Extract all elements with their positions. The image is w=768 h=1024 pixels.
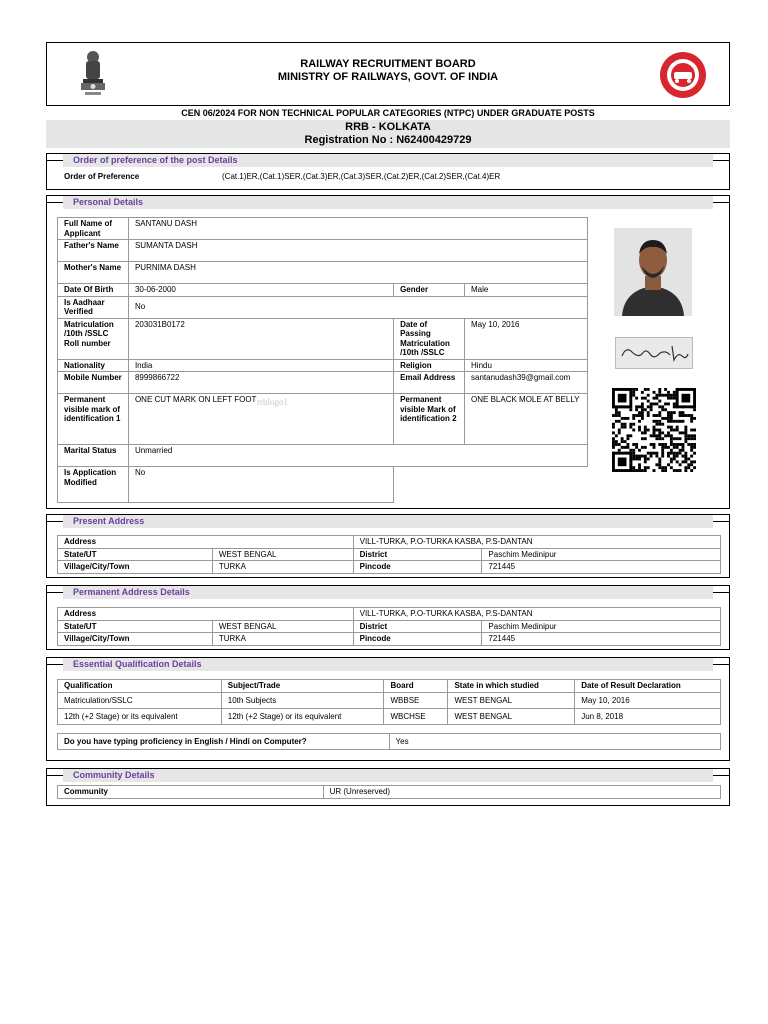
pincode-value: 721445 bbox=[482, 561, 721, 574]
watermark-text: rrblogo1 bbox=[256, 397, 288, 407]
table-row bbox=[58, 561, 721, 574]
column-header: Board bbox=[384, 680, 448, 693]
full-name-label: Full Name of Applicant bbox=[58, 218, 129, 240]
modified-value: No bbox=[128, 467, 393, 503]
pincode-label: Pincode bbox=[353, 561, 482, 574]
matric-date-label: Date of Passing Matriculation /10th /SSLC bbox=[394, 318, 465, 359]
nationality-label: Nationality bbox=[58, 359, 129, 372]
father-name-value: SUMANTA DASH bbox=[128, 240, 587, 262]
pincode-value: 721445 bbox=[482, 633, 721, 646]
indian-railways-logo-icon bbox=[659, 51, 707, 99]
village-label: Village/City/Town bbox=[58, 633, 213, 646]
matric-roll-value: 203031B0172 bbox=[128, 318, 393, 359]
table-cell: WEST BENGAL bbox=[448, 693, 575, 709]
mobile-label: Mobile Number bbox=[58, 372, 129, 394]
village-value: TURKA bbox=[212, 633, 353, 646]
table-row bbox=[58, 536, 721, 549]
table-cell: Matriculation/SSLC bbox=[58, 693, 222, 709]
community-value: UR (Unreserved) bbox=[323, 786, 720, 799]
state-label: State/UT bbox=[58, 548, 213, 561]
section-title: Essential Qualification Details bbox=[73, 659, 202, 669]
column-header: Date of Result Declaration bbox=[575, 680, 721, 693]
typing-value: Yes bbox=[389, 734, 720, 750]
table-cell: 12th (+2 Stage) or its equivalent bbox=[58, 709, 222, 725]
present-address-table bbox=[57, 535, 721, 574]
father-name-label: Father's Name bbox=[58, 240, 129, 262]
mark2-value: ONE BLACK MOLE AT BELLY bbox=[465, 394, 588, 445]
personal-table bbox=[57, 217, 588, 503]
table-row bbox=[58, 218, 588, 240]
email-label: Email Address bbox=[394, 372, 465, 394]
aadhaar-value: No bbox=[128, 296, 587, 318]
mark1-label: Permanent visible mark of identification 1 bbox=[58, 394, 129, 445]
section-title: Community Details bbox=[73, 770, 155, 780]
table-row bbox=[58, 394, 588, 445]
mother-name-label: Mother's Name bbox=[58, 262, 129, 284]
header-box bbox=[46, 42, 730, 106]
dob-value: 30-06-2000 bbox=[128, 284, 393, 297]
applicant-photo bbox=[614, 228, 692, 316]
marital-label: Marital Status bbox=[58, 445, 129, 467]
table-row bbox=[58, 467, 588, 503]
matric-roll-label: Matriculation /10th /SSLC Roll number bbox=[58, 318, 129, 359]
header-title bbox=[47, 58, 729, 84]
section-header bbox=[63, 196, 713, 209]
column-header: Subject/Trade bbox=[221, 680, 384, 693]
table-row bbox=[58, 296, 588, 318]
district-value: Paschim Medinipur bbox=[482, 548, 721, 561]
signature-image bbox=[615, 337, 693, 369]
preference-label: Order of Preference bbox=[64, 172, 140, 181]
address-value: VILL-TURKA, P.O-TURKA KASBA, P.S-DANTAN bbox=[353, 536, 720, 549]
marital-value: Unmarried bbox=[128, 445, 587, 467]
mark1-text: ONE CUT MARK ON LEFT FOOT bbox=[134, 395, 257, 404]
empty-cell bbox=[394, 467, 465, 503]
table-row bbox=[58, 284, 588, 297]
preference-value: (Cat.1)ER,(Cat.1)SER,(Cat.3)ER,(Cat.3)SER,(Cat.2)ER,(Cat.2)SER,(Cat.4)ER bbox=[222, 172, 501, 181]
gender-value: Male bbox=[465, 284, 588, 297]
preference-section bbox=[46, 153, 730, 190]
column-header: State in which studied bbox=[448, 680, 575, 693]
qualification-section bbox=[46, 657, 730, 761]
section-title: Personal Details bbox=[73, 197, 144, 207]
state-label: State/UT bbox=[58, 620, 213, 633]
signature-icon bbox=[616, 338, 692, 368]
section-header bbox=[63, 586, 713, 599]
ministry-name: MINISTRY OF RAILWAYS, GOVT. OF INDIA bbox=[277, 71, 499, 83]
board-name: RAILWAY RECRUITMENT BOARD bbox=[300, 58, 476, 70]
full-name-value: SANTANU DASH bbox=[128, 218, 587, 240]
section-title: Present Address bbox=[73, 516, 145, 526]
typing-label: Do you have typing proficiency in English / Hindi on Computer? bbox=[58, 734, 390, 750]
section-header bbox=[63, 658, 713, 671]
village-label: Village/City/Town bbox=[58, 561, 213, 574]
section-title: Order of preference of the post Details bbox=[73, 155, 238, 165]
dob-label: Date Of Birth bbox=[58, 284, 129, 297]
typing-table bbox=[57, 733, 721, 750]
state-value: WEST BENGAL bbox=[212, 620, 353, 633]
table-cell: WBCHSE bbox=[384, 709, 448, 725]
district-value: Paschim Medinipur bbox=[482, 620, 721, 633]
table-row bbox=[58, 620, 721, 633]
rrb-name: RRB - KOLKATA bbox=[345, 121, 431, 133]
table-cell: WEST BENGAL bbox=[448, 709, 575, 725]
gender-label: Gender bbox=[394, 284, 465, 297]
religion-label: Religion bbox=[394, 359, 465, 372]
table-row bbox=[58, 734, 721, 750]
mother-name-value: PURNIMA DASH bbox=[128, 262, 587, 284]
mark1-value bbox=[128, 394, 393, 445]
present-address-section bbox=[46, 514, 730, 578]
district-label: District bbox=[353, 620, 482, 633]
empty-cell bbox=[465, 467, 588, 503]
modified-label: Is Application Modified bbox=[58, 467, 129, 503]
religion-value: Hindu bbox=[465, 359, 588, 372]
community-table bbox=[57, 785, 721, 799]
person-icon bbox=[614, 228, 692, 316]
pincode-label: Pincode bbox=[353, 633, 482, 646]
table-cell: 12th (+2 Stage) or its equivalent bbox=[221, 709, 384, 725]
state-value: WEST BENGAL bbox=[212, 548, 353, 561]
table-row bbox=[58, 372, 588, 394]
community-section bbox=[46, 768, 730, 806]
registration-number: Registration No : N62400429729 bbox=[304, 134, 472, 146]
table-cell: May 10, 2016 bbox=[575, 693, 721, 709]
qr-code-icon bbox=[610, 388, 698, 472]
address-value: VILL-TURKA, P.O-TURKA KASBA, P.S-DANTAN bbox=[353, 608, 720, 621]
table-row bbox=[58, 262, 588, 284]
rrb-band bbox=[46, 120, 730, 148]
cen-line: CEN 06/2024 FOR NON TECHNICAL POPULAR CATEGORIES (NTPC) UNDER GRADUATE POSTS bbox=[181, 108, 595, 118]
table-row bbox=[58, 445, 588, 467]
table-cell: Jun 8, 2018 bbox=[575, 709, 721, 725]
section-title: Permanent Address Details bbox=[73, 587, 190, 597]
table-row bbox=[58, 709, 721, 725]
table-cell: 10th Subjects bbox=[221, 693, 384, 709]
table-row bbox=[58, 240, 588, 262]
section-header bbox=[63, 154, 713, 167]
column-header: Qualification bbox=[58, 680, 222, 693]
mark2-label: Permanent visible Mark of identification 2 bbox=[394, 394, 465, 445]
section-header bbox=[63, 515, 713, 528]
qualification-table bbox=[57, 679, 721, 725]
table-row bbox=[58, 786, 721, 799]
personal-section bbox=[46, 195, 730, 509]
mobile-value: 8999866722 bbox=[128, 372, 393, 394]
table-row bbox=[58, 359, 588, 372]
table-row bbox=[58, 608, 721, 621]
permanent-address-table bbox=[57, 607, 721, 646]
village-value: TURKA bbox=[212, 561, 353, 574]
table-row bbox=[58, 548, 721, 561]
community-label: Community bbox=[58, 786, 324, 799]
permanent-address-section bbox=[46, 585, 730, 650]
matric-date-value: May 10, 2016 bbox=[465, 318, 588, 359]
table-cell: WBBSE bbox=[384, 693, 448, 709]
email-value: santanudash39@gmail.com bbox=[465, 372, 588, 394]
nationality-value: India bbox=[128, 359, 393, 372]
table-row bbox=[58, 633, 721, 646]
aadhaar-label: Is Aadhaar Verified bbox=[58, 296, 129, 318]
address-label: Address bbox=[58, 608, 354, 621]
table-row bbox=[58, 318, 588, 359]
district-label: District bbox=[353, 548, 482, 561]
table-row bbox=[58, 693, 721, 709]
address-label: Address bbox=[58, 536, 354, 549]
table-header-row bbox=[58, 680, 721, 693]
section-header bbox=[63, 769, 713, 782]
